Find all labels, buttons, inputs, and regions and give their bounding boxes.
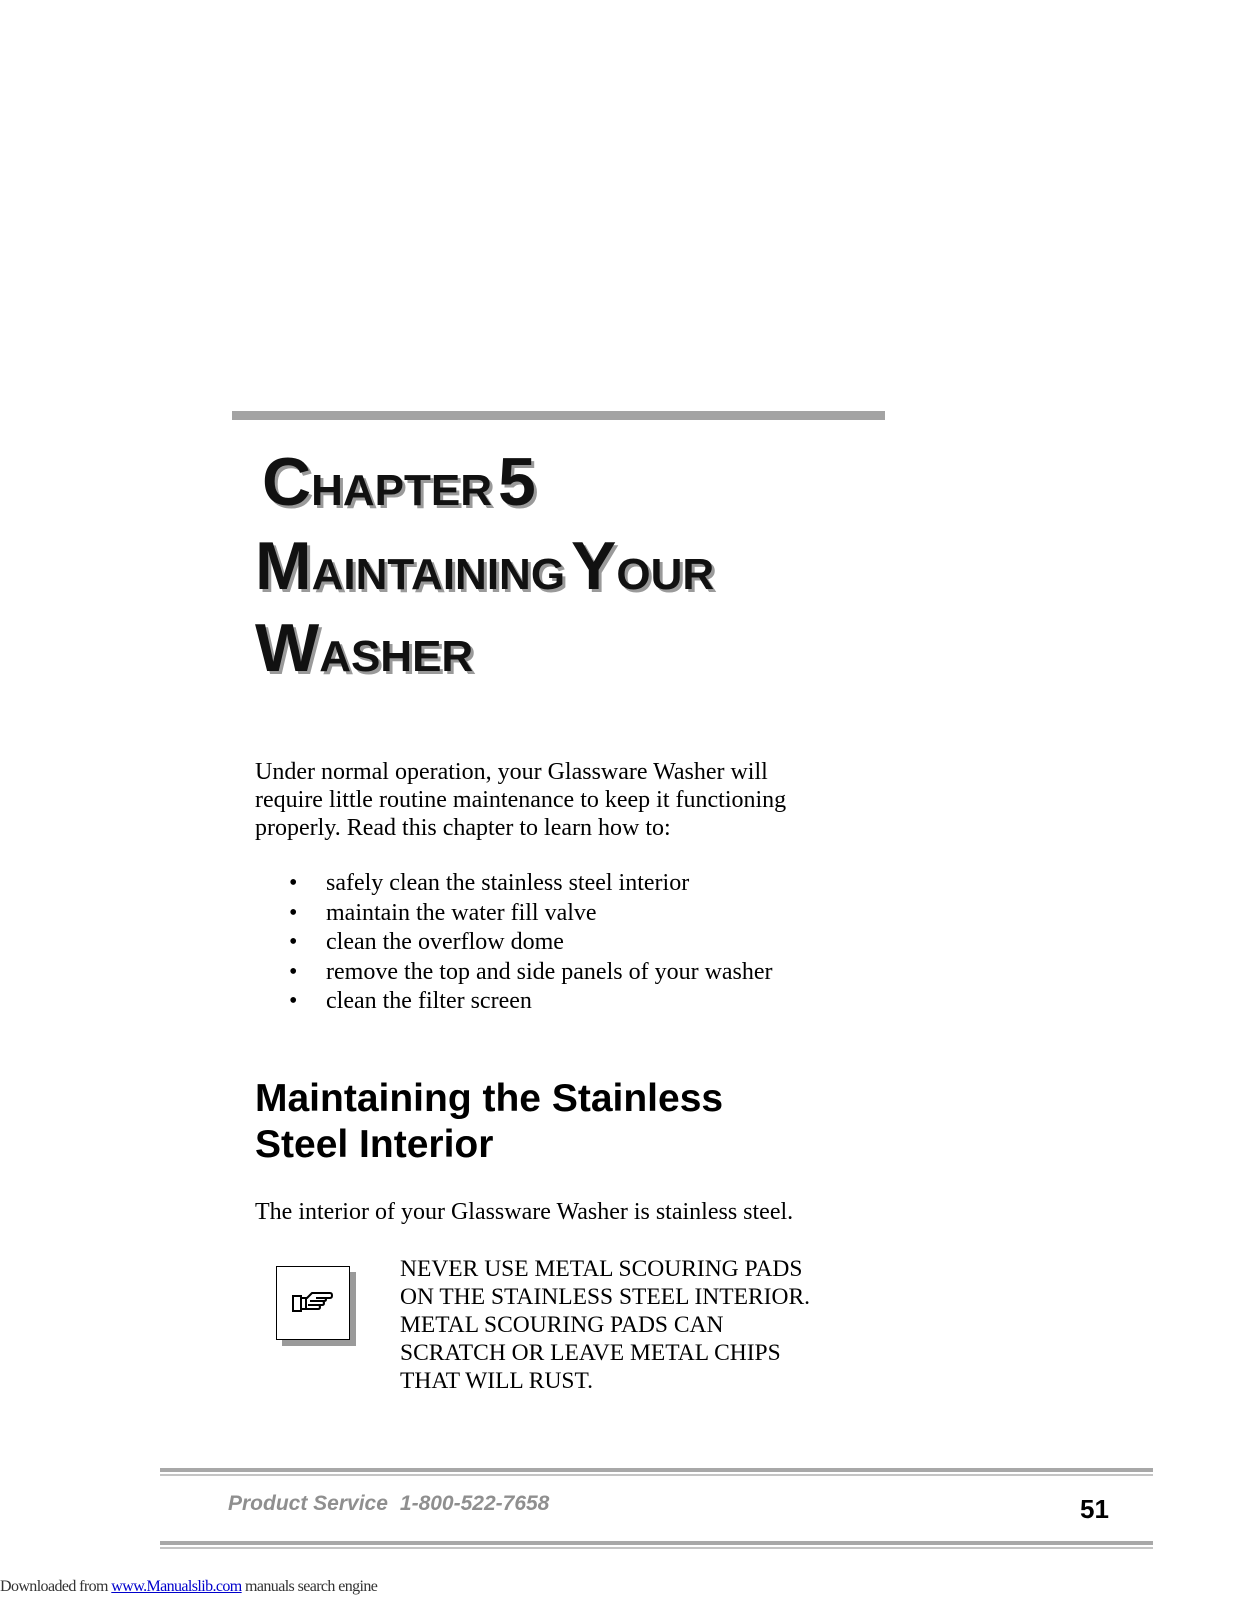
pointing-hand-icon xyxy=(292,1290,334,1316)
note-box xyxy=(276,1266,350,1340)
section-text: The interior of your Glassware Washer is stainless steel. xyxy=(255,1199,794,1225)
download-notice: Downloaded from www.Manualslib.com manuals search engine xyxy=(0,1578,378,1595)
intro-paragraph: Under normal operation, your Glassware Washer will require little routine maintenance to keep it functioning properly. Read this chapter to learn how to: xyxy=(255,759,787,841)
footer-phone: 1-800-522-7658 xyxy=(399,1492,550,1515)
footer-top-rule-thin xyxy=(160,1474,1153,1476)
chapter-title-line-1: CHAPTER5 xyxy=(262,444,536,520)
list-item: • clean the filter screen xyxy=(255,987,773,1017)
list-item: • safely clean the stainless steel interior xyxy=(255,869,773,899)
section-heading: Maintaining the Stainless Steel Interior xyxy=(255,1077,724,1166)
chapter-title-line-2: MAINTAININGYOUR xyxy=(255,528,715,604)
warning-note: NEVER USE METAL SCOURING PADS ON THE STAINLESS STEEL INTERIOR. METAL SCOURING PADS CAN SCRATCH OR LEAVE METAL CHIPS THAT WILL RUST. xyxy=(400,1256,810,1394)
task-list xyxy=(255,869,773,1017)
chapter-title-line-3: WASHER xyxy=(255,610,474,686)
list-item: • maintain the water fill valve xyxy=(255,899,773,929)
bullet-icon: • xyxy=(289,958,298,985)
top-rule xyxy=(232,411,885,420)
bullet-icon: • xyxy=(289,870,298,896)
footer-bottom-rule xyxy=(160,1541,1153,1545)
bullet-icon: • xyxy=(289,929,298,955)
chapter-title xyxy=(255,444,715,690)
list-item: • remove the top and side panels of your washer xyxy=(255,958,773,988)
footer-product-service: Product Service 1-800-522-7658 xyxy=(228,1492,550,1515)
footer-bottom-rule-thin xyxy=(160,1547,1153,1549)
list-item: • clean the overflow dome xyxy=(255,928,773,958)
page-number: 51 xyxy=(1080,1494,1109,1524)
manualslib-link[interactable]: www.Manualslib.com xyxy=(111,1578,242,1595)
bullet-icon: • xyxy=(289,899,298,926)
bullet-icon: • xyxy=(289,988,298,1014)
footer-top-rule xyxy=(160,1468,1153,1472)
